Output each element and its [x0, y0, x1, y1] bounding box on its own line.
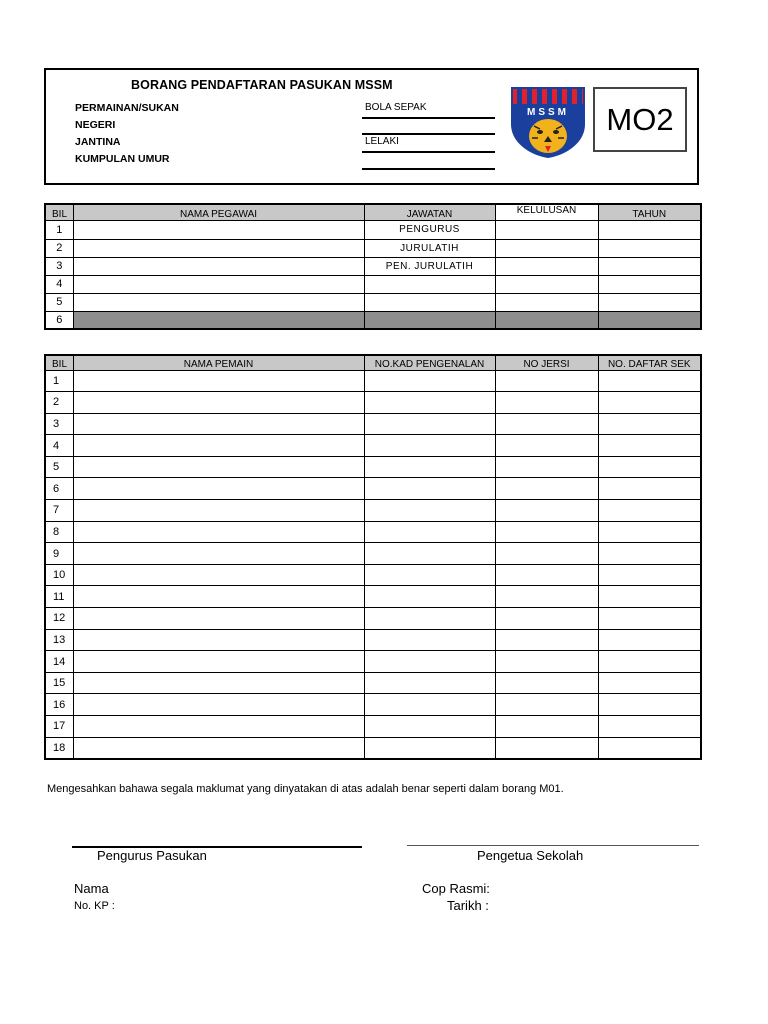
table-row — [45, 392, 701, 414]
field-line-age-group — [362, 168, 495, 170]
table-row — [45, 239, 701, 257]
no-jersi-cell[interactable] — [495, 629, 598, 651]
row-number: 4 — [45, 435, 73, 457]
no-kad-pengenalan-cell[interactable] — [364, 392, 495, 414]
no-jersi-cell[interactable] — [495, 694, 598, 716]
form-code-box — [593, 87, 687, 152]
row-number: 15 — [45, 672, 73, 694]
no-jersi-cell[interactable] — [495, 716, 598, 738]
row-number: 13 — [45, 629, 73, 651]
no-jersi-cell[interactable] — [495, 370, 598, 392]
table-row — [45, 500, 701, 522]
table-row — [45, 435, 701, 457]
table-row — [45, 564, 701, 586]
field-label-state: NEGERI — [75, 119, 116, 131]
row-number: 14 — [45, 651, 73, 673]
no-daftar-sek-cell[interactable] — [598, 521, 701, 543]
header-nama-pegawai: NAMA PEGAWAI — [73, 204, 364, 220]
no-kad-pengenalan-cell[interactable] — [364, 586, 495, 608]
nama-pemain-cell[interactable] — [73, 500, 364, 522]
no-daftar-sek-cell[interactable] — [598, 413, 701, 435]
stamp-label: Cop Rasmi: — [422, 881, 490, 896]
no-daftar-sek-cell[interactable] — [598, 694, 701, 716]
no-daftar-sek-cell[interactable] — [598, 672, 701, 694]
jawatan-cell[interactable] — [364, 293, 495, 311]
table-row — [45, 672, 701, 694]
nama-cell[interactable] — [73, 275, 364, 293]
signature-title-principal: Pengetua Sekolah — [477, 848, 584, 863]
field-label-age-group: KUMPULAN UMUR — [75, 153, 170, 165]
table-row — [45, 311, 701, 329]
no-daftar-sek-cell[interactable] — [598, 716, 701, 738]
jawatan-cell: JURULATIH — [364, 239, 495, 257]
row-number: 7 — [45, 500, 73, 522]
row-number: 18 — [45, 737, 73, 759]
nama-pemain-cell[interactable] — [73, 370, 364, 392]
row-number: 3 — [45, 413, 73, 435]
nama-cell[interactable] — [73, 257, 364, 275]
no-daftar-sek-cell[interactable] — [598, 564, 701, 586]
field-line-gender — [362, 151, 495, 153]
no-jersi-cell[interactable] — [495, 672, 598, 694]
no-kad-pengenalan-cell[interactable] — [364, 435, 495, 457]
header-no-kad-pengenalan: NO.KAD PENGENALAN — [364, 355, 495, 370]
nama-pemain-cell[interactable] — [73, 716, 364, 738]
row-number: 5 — [45, 456, 73, 478]
nama-pemain-cell[interactable] — [73, 478, 364, 500]
no-daftar-sek-cell[interactable] — [598, 456, 701, 478]
no-jersi-cell[interactable] — [495, 435, 598, 457]
jawatan-cell[interactable] — [364, 275, 495, 293]
tahun-cell[interactable] — [598, 293, 701, 311]
mssm-logo — [510, 86, 586, 158]
nama-pemain-cell[interactable] — [73, 413, 364, 435]
no-daftar-sek-cell[interactable] — [598, 629, 701, 651]
nama-cell[interactable] — [73, 311, 364, 329]
officials-header-row — [45, 204, 701, 220]
no-daftar-sek-cell[interactable] — [598, 543, 701, 565]
no-jersi-cell[interactable] — [495, 543, 598, 565]
kelulusan-cell[interactable] — [495, 293, 598, 311]
no-daftar-sek-cell[interactable] — [598, 737, 701, 759]
svg-text:MSSM: MSSM — [527, 107, 569, 118]
no-kad-pengenalan-cell[interactable] — [364, 500, 495, 522]
table-row — [45, 275, 701, 293]
no-kad-pengenalan-cell[interactable] — [364, 651, 495, 673]
row-number: 16 — [45, 694, 73, 716]
no-jersi-cell[interactable] — [495, 456, 598, 478]
table-row — [45, 413, 701, 435]
row-number: 3 — [45, 257, 73, 275]
kelulusan-cell[interactable] — [495, 275, 598, 293]
no-jersi-cell[interactable] — [495, 564, 598, 586]
nama-pemain-cell[interactable] — [73, 694, 364, 716]
nama-pemain-cell[interactable] — [73, 392, 364, 414]
row-number: 17 — [45, 716, 73, 738]
form-title: BORANG PENDAFTARAN PASUKAN MSSM — [131, 78, 393, 92]
nama-pemain-cell[interactable] — [73, 586, 364, 608]
nama-pemain-cell[interactable] — [73, 737, 364, 759]
form-code: MO2 — [606, 101, 674, 137]
tahun-cell[interactable] — [598, 311, 701, 329]
field-value-sport[interactable]: BOLA SEPAK — [365, 102, 427, 113]
row-number: 1 — [45, 220, 73, 239]
no-jersi-cell[interactable] — [495, 478, 598, 500]
nama-cell[interactable] — [73, 239, 364, 257]
table-row — [45, 716, 701, 738]
kelulusan-cell[interactable] — [495, 311, 598, 329]
table-row — [45, 293, 701, 311]
tahun-cell[interactable] — [598, 239, 701, 257]
signature-title-manager: Pengurus Pasukan — [97, 848, 207, 863]
no-kad-pengenalan-cell[interactable] — [364, 694, 495, 716]
signature-line-principal — [407, 845, 699, 846]
no-kad-pengenalan-cell[interactable] — [364, 413, 495, 435]
field-value-gender[interactable]: LELAKI — [365, 136, 399, 147]
row-number: 2 — [45, 239, 73, 257]
row-number: 6 — [45, 311, 73, 329]
nama-pemain-cell[interactable] — [73, 672, 364, 694]
nama-pemain-cell[interactable] — [73, 435, 364, 457]
no-jersi-cell[interactable] — [495, 413, 598, 435]
header-nama-pemain: NAMA PEMAIN — [73, 355, 364, 370]
no-daftar-sek-cell[interactable] — [598, 370, 701, 392]
nama-pemain-cell[interactable] — [73, 521, 364, 543]
no-daftar-sek-cell[interactable] — [598, 435, 701, 457]
no-jersi-cell[interactable] — [495, 651, 598, 673]
table-row — [45, 257, 701, 275]
row-number: 12 — [45, 608, 73, 630]
no-jersi-cell[interactable] — [495, 586, 598, 608]
row-number: 6 — [45, 478, 73, 500]
tahun-cell[interactable] — [598, 220, 701, 239]
table-row — [45, 737, 701, 759]
no-jersi-cell[interactable] — [495, 737, 598, 759]
players-table — [44, 354, 702, 760]
row-number: 2 — [45, 392, 73, 414]
field-label-gender: JANTINA — [75, 136, 121, 148]
no-daftar-sek-cell[interactable] — [598, 392, 701, 414]
kelulusan-cell[interactable] — [495, 220, 598, 239]
header-no-daftar-sek: NO. DAFTAR SEK — [598, 355, 701, 370]
nama-pemain-cell[interactable] — [73, 651, 364, 673]
officials-table — [44, 203, 702, 330]
table-row — [45, 629, 701, 651]
nama-cell[interactable] — [73, 293, 364, 311]
no-kad-pengenalan-cell[interactable] — [364, 370, 495, 392]
no-daftar-sek-cell[interactable] — [598, 478, 701, 500]
kelulusan-cell[interactable] — [495, 257, 598, 275]
nama-pemain-cell[interactable] — [73, 564, 364, 586]
no-kad-pengenalan-cell[interactable] — [364, 608, 495, 630]
row-number: 5 — [45, 293, 73, 311]
row-number: 4 — [45, 275, 73, 293]
row-number: 10 — [45, 564, 73, 586]
no-jersi-cell[interactable] — [495, 392, 598, 414]
nama-pemain-cell[interactable] — [73, 608, 364, 630]
field-line-state — [362, 133, 495, 135]
table-row — [45, 543, 701, 565]
confirmation-statement: Mengesahkan bahawa segala maklumat yang dinyatakan di atas adalah benar seperti dalam borang M01. — [47, 783, 564, 795]
row-number: 11 — [45, 586, 73, 608]
tahun-cell[interactable] — [598, 275, 701, 293]
nama-pemain-cell[interactable] — [73, 543, 364, 565]
jawatan-cell[interactable] — [364, 311, 495, 329]
table-row — [45, 478, 701, 500]
header-tahun: TAHUN — [598, 204, 701, 220]
header-jawatan: JAWATAN — [364, 204, 495, 220]
tahun-cell[interactable] — [598, 257, 701, 275]
date-label: Tarikh : — [447, 898, 489, 913]
no-daftar-sek-cell[interactable] — [598, 500, 701, 522]
kelulusan-cell[interactable] — [495, 239, 598, 257]
no-jersi-cell[interactable] — [495, 500, 598, 522]
table-row — [45, 521, 701, 543]
jawatan-cell: PENGURUS — [364, 220, 495, 239]
no-kad-pengenalan-cell[interactable] — [364, 737, 495, 759]
no-kad-pengenalan-cell[interactable] — [364, 564, 495, 586]
table-row — [45, 694, 701, 716]
row-number: 1 — [45, 370, 73, 392]
nama-cell[interactable] — [73, 220, 364, 239]
no-jersi-cell[interactable] — [495, 608, 598, 630]
header-bil: BIL — [45, 204, 73, 220]
no-kad-pengenalan-cell[interactable] — [364, 543, 495, 565]
header-no-jersi: NO JERSI — [495, 355, 598, 370]
row-number: 9 — [45, 543, 73, 565]
no-jersi-cell[interactable] — [495, 521, 598, 543]
table-row — [45, 456, 701, 478]
no-kad-pengenalan-cell[interactable] — [364, 521, 495, 543]
row-number: 8 — [45, 521, 73, 543]
table-row — [45, 651, 701, 673]
header-bil: BIL — [45, 355, 73, 370]
players-header-row — [45, 355, 701, 370]
table-row — [45, 370, 701, 392]
nama-pemain-cell[interactable] — [73, 629, 364, 651]
jawatan-cell: PEN. JURULATIH — [364, 257, 495, 275]
table-row — [45, 586, 701, 608]
no-kad-pengenalan-cell[interactable] — [364, 478, 495, 500]
nama-pemain-cell[interactable] — [73, 456, 364, 478]
field-line-sport — [362, 117, 495, 119]
header-kelulusan: KELULUSAN — [495, 204, 598, 220]
no-daftar-sek-cell[interactable] — [598, 586, 701, 608]
no-kad-pengenalan-cell[interactable] — [364, 456, 495, 478]
ic-label: No. KP : — [74, 900, 115, 912]
no-kad-pengenalan-cell[interactable] — [364, 716, 495, 738]
table-row — [45, 220, 701, 239]
no-daftar-sek-cell[interactable] — [598, 651, 701, 673]
no-kad-pengenalan-cell[interactable] — [364, 629, 495, 651]
field-label-sport: PERMAINAN/SUKAN — [75, 102, 179, 114]
name-label: Nama — [74, 881, 109, 896]
no-daftar-sek-cell[interactable] — [598, 608, 701, 630]
table-row — [45, 608, 701, 630]
no-kad-pengenalan-cell[interactable] — [364, 672, 495, 694]
